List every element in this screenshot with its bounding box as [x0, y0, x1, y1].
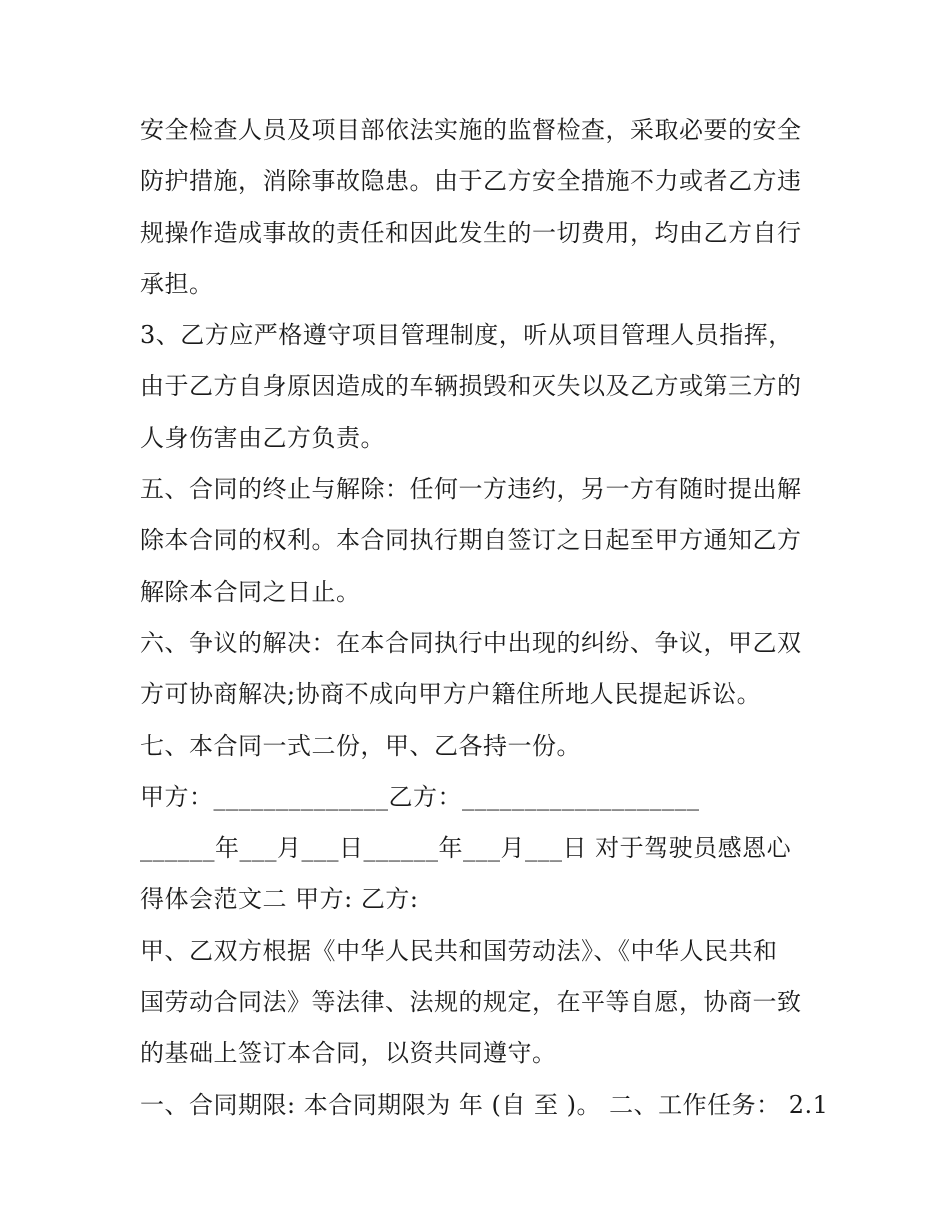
text-line: 方可协商解决;协商不成向甲方户籍住所地人民提起诉讼。	[140, 680, 762, 709]
document-body	[140, 105, 829, 1131]
date-line: ______年___月___日______年___月___日 对于驾驶员感恩心	[140, 834, 792, 863]
signature-line: 甲方：______________乙方：___________________	[140, 782, 700, 811]
text-line: 人身伤害由乙方负责。	[140, 423, 385, 452]
text-line: 由于乙方自身原因造成的车辆损毁和灭失以及乙方或第三方的	[140, 372, 802, 401]
text-line: 的基础上签订本合同，以资共同遵守。	[140, 1039, 557, 1068]
text-line: 解除本合同之日止。	[140, 577, 361, 606]
text-line: 五、合同的终止与解除：任何一方违约，另一方有随时提出解	[140, 475, 802, 504]
text-line: 防护措施，消除事故隐患。由于乙方安全措施不力或者乙方违	[140, 167, 802, 196]
text-line: 3、乙方应严格遵守项目管理制度，听从项目管理人员指挥，	[140, 321, 793, 350]
text-line: 安全检查人员及项目部依法实施的监督检查，采取必要的安全	[140, 116, 802, 144]
text-line: 承担。	[140, 269, 214, 298]
text-line: 甲、乙双方根据《中华人民共和国劳动法》、《中华人民共和	[140, 936, 778, 965]
text-line: 得体会范文二 甲方: 乙方:	[140, 885, 419, 914]
text-line: 除本合同的权利。本合同执行期自签订之日起至甲方通知乙方	[140, 526, 802, 555]
text-line: 国劳动合同法》等法律、法规的规定，在平等自愿，协商一致	[140, 988, 802, 1017]
text-line: 七、本合同一式二份，甲、乙各持一份。	[140, 731, 581, 760]
text-line: 一、合同期限: 本合同期限为 年 (自 至 )。 二、工作任务： 2.1	[140, 1090, 829, 1119]
text-line: 规操作造成事故的责任和因此发生的一切费用，均由乙方自行	[140, 218, 802, 247]
text-line: 六、争议的解决：在本合同执行中出现的纠纷、争议，甲乙双	[140, 628, 802, 657]
